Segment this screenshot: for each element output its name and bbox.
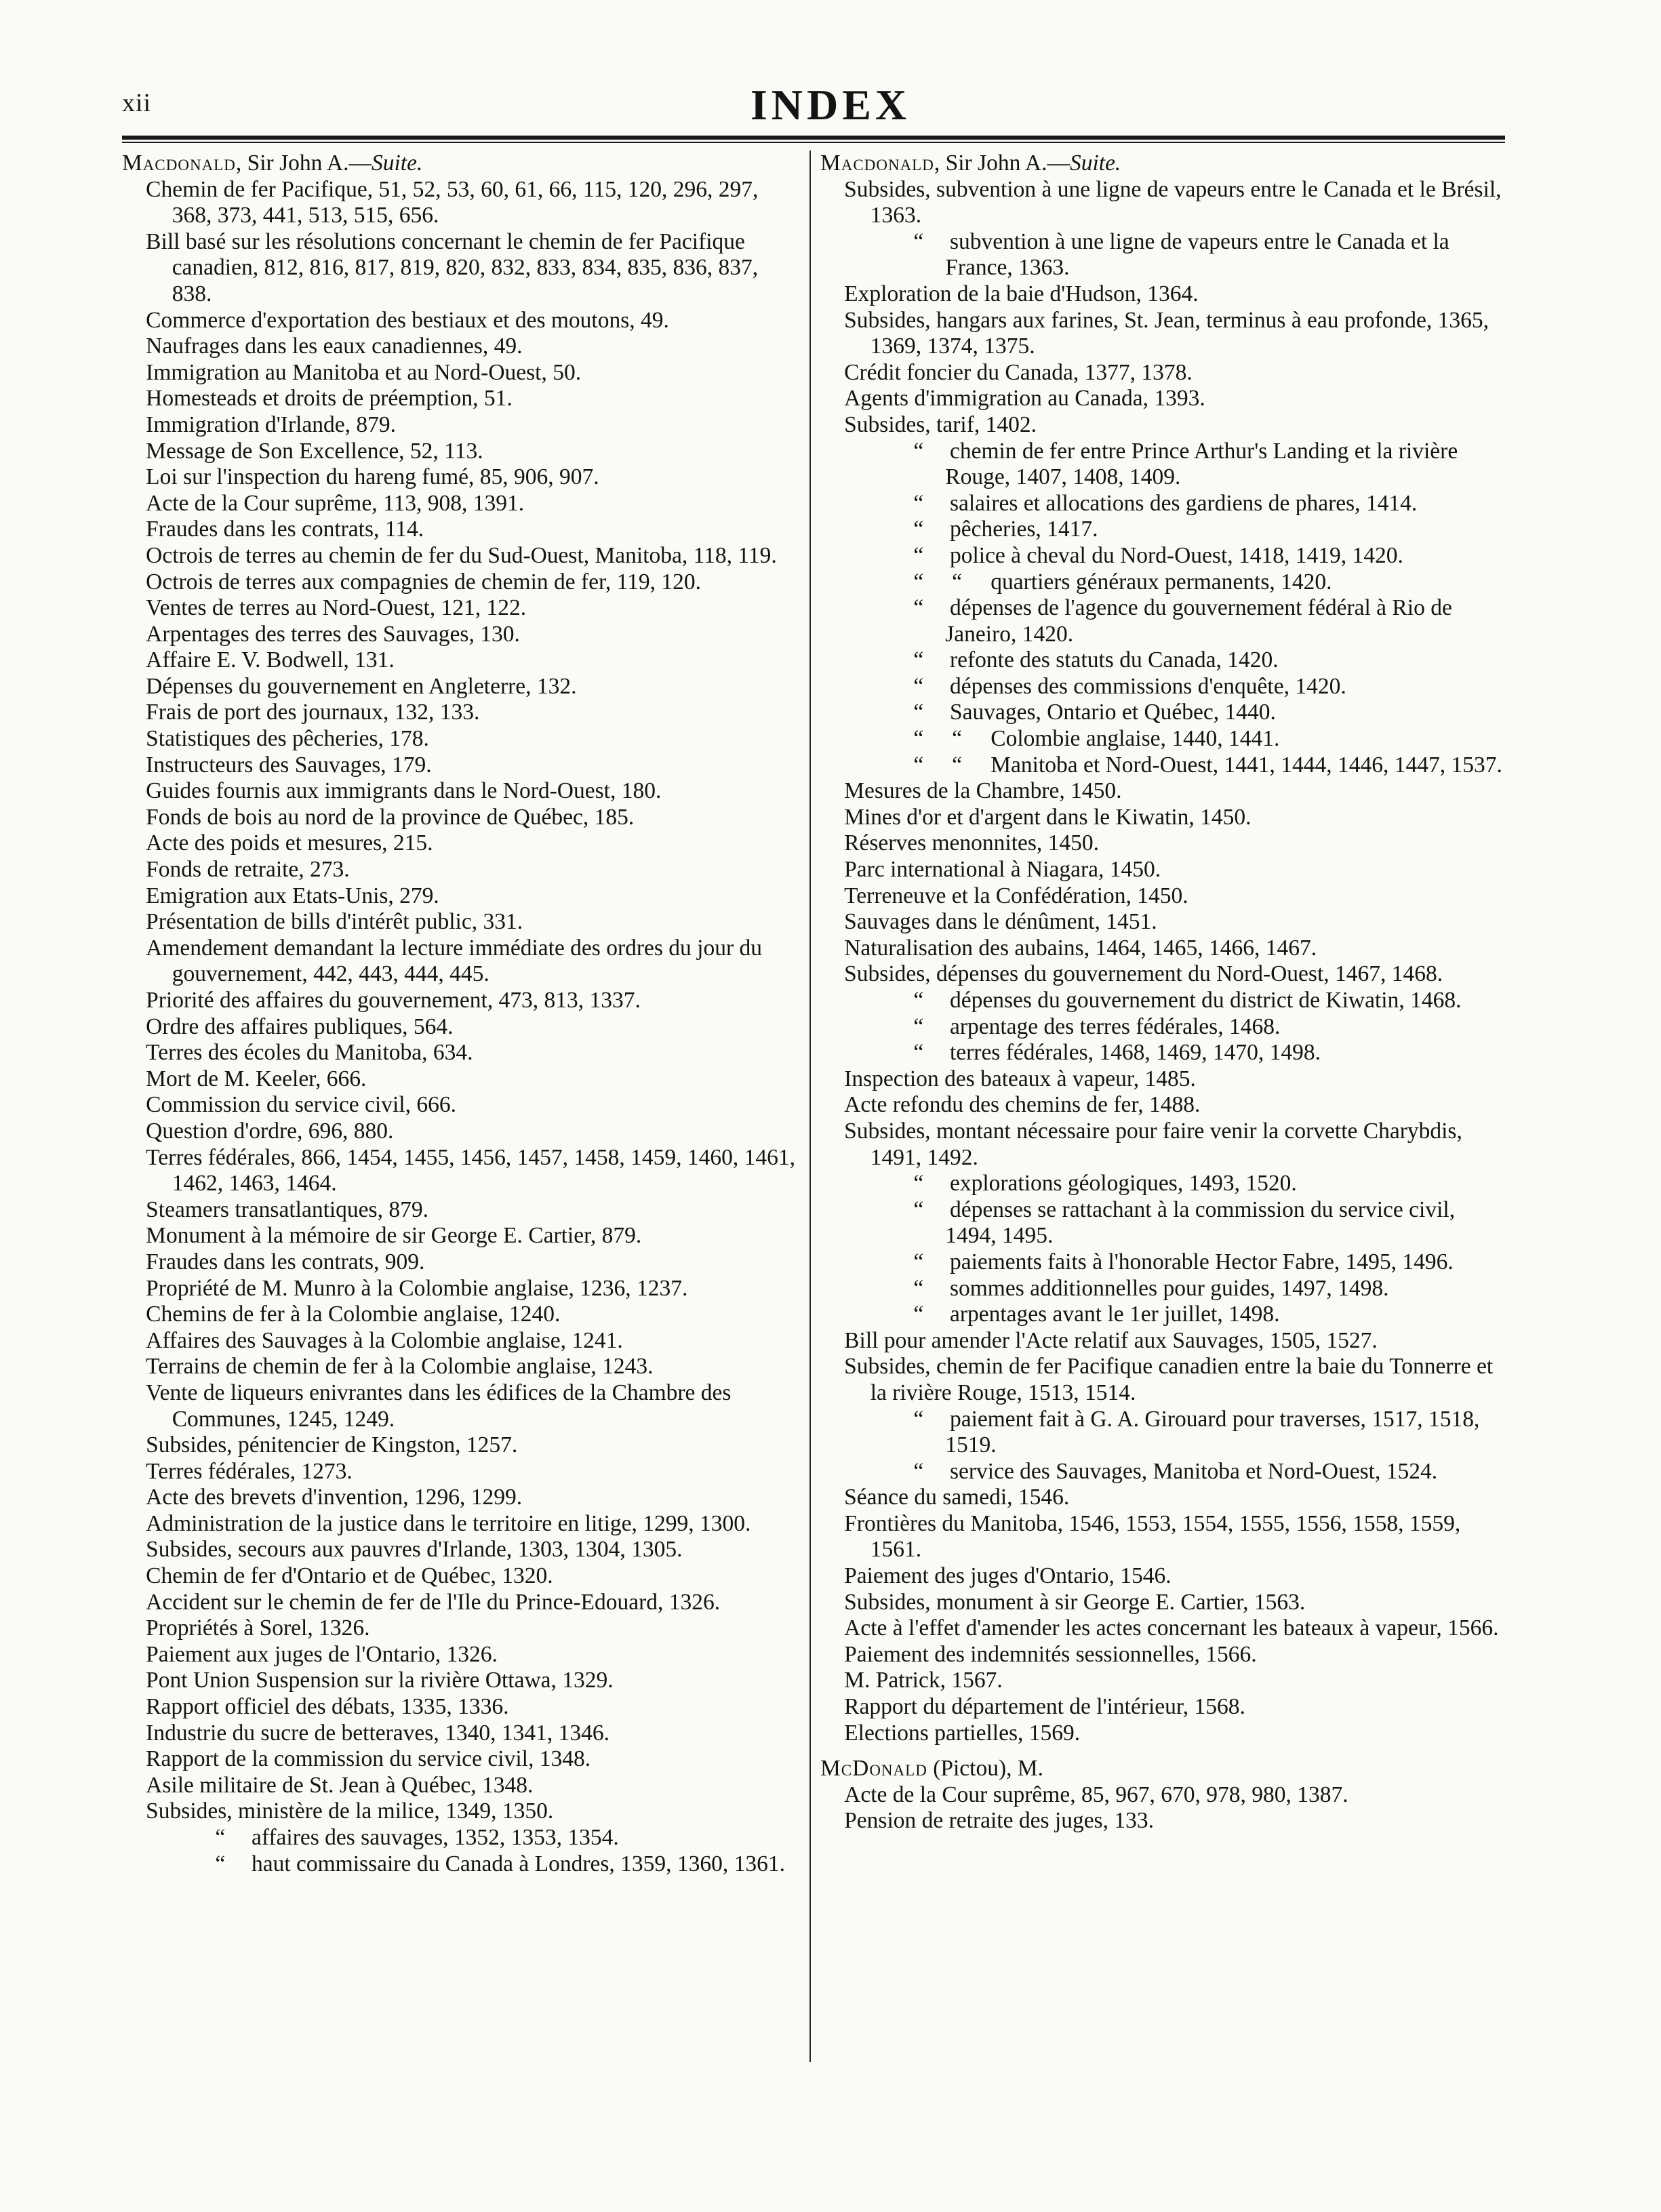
index-entry [820,778,1505,805]
entry-text: Subsides, hangars aux farines, St. Jean, terminus à eau profonde, 1365, 1369, 1374, 1375. [844,307,1489,359]
entry-text: Subsides, tarif, 1402. [844,411,1037,437]
entry-text: dépenses du gouvernement du district de Kiwatin, 1468. [949,988,1462,1013]
index-entry: Priorité des affaires du gouvernement, 473, 813, 1337. [146,988,641,1013]
page-number: xii [122,89,152,117]
index-entry: Industrie du sucre de betteraves, 1340, 1341, 1346. [146,1720,609,1746]
index-entry: Frais de port des journaux, 132, 133. [146,700,480,725]
index-entry [820,936,1505,962]
entry-text: Subsides, dépenses du gouvernement du Nord-Ouest, 1467, 1468. [844,961,1443,987]
index-entry [820,1642,1505,1668]
index-entry: Octrois de terres aux compagnies de chemin de fer, 119, 120. [146,569,701,595]
entry-text: Acte refondu des chemins de fer, 1488. [844,1092,1201,1118]
index-entry: Monument à la mémoire de sir George E. Cartier, 879. [146,1223,642,1249]
index-entry: Ordre des affaires publiques, 564. [146,1013,454,1039]
left-ditto-list [122,1825,800,1877]
entry-text: dépenses des commissions d'enquête, 1420. [949,673,1346,699]
index-entry [820,1066,1505,1093]
index-entry [820,308,1505,360]
entry-text: Séance du samedi, 1546. [844,1485,1070,1510]
index-entry: Naufrages dans les eaux canadiennes, 49. [146,334,523,359]
index-entry: Subsides, ministère de la milice, 1349, 1350. [146,1798,554,1824]
left-column [122,150,800,1877]
index-entry: Loi sur l'inspection du hareng fumé, 85, 906, 907. [146,464,599,490]
index-entry: Immigration au Manitoba et au Nord-Ouest, 50. [146,359,582,385]
index-entry: Commission du service civil, 666. [146,1092,456,1118]
ditto-mark: “ [913,1275,924,1301]
entry-heading [122,150,800,177]
ditto-mark: “ “ [913,726,962,752]
index-entry [820,830,1505,857]
index-entry: Terres fédérales, 1273. [146,1458,353,1484]
entry-text: Frontières du Manitoba, 1546, 1553, 1554, 1555, 1556, 1558, 1559, 1561. [844,1510,1461,1563]
index-entry: Homesteads et droits de préemption, 51. [146,386,513,411]
index-entry: Amendement demandant la lecture immédiate des ordres du jour du gouvernement, 442, 443, 444, 445. [146,935,763,987]
index-entry: Asile militaire de St. Jean à Québec, 1348. [146,1772,534,1798]
entry-text: refonte des statuts du Canada, 1420. [949,647,1279,673]
index-entry [820,805,1505,831]
index-entry: Chemin de fer d'Ontario et de Québec, 1320. [146,1563,553,1589]
index-sub-entry [820,1459,1505,1485]
heading-name: Macdonald [122,150,236,176]
index-entry [820,883,1505,910]
index-entry: Présentation de bills d'intérêt public, 331. [146,909,523,935]
entry-text: Agents d'immigration au Canada, 1393. [844,386,1205,411]
index-entry: Commerce d'exportation des bestiaux et des moutons, 49. [146,307,669,333]
entry-text: quartiers généraux permanents, 1420. [990,569,1332,595]
entry-text: Rapport du département de l'intérieur, 1568. [844,1694,1245,1720]
ditto-mark: “ [215,1851,226,1876]
entry-text: Naturalisation des aubains, 1464, 1465, 1466, 1467. [844,935,1317,961]
heading-rest: , Sir John A.— [934,150,1070,176]
index-sub-entry [820,1407,1505,1459]
index-entry [820,909,1505,936]
index-entry: Steamers transatlantiques, 879. [146,1197,428,1222]
index-entry [820,1354,1505,1406]
index-entry [820,1485,1505,1511]
index-entry [820,1590,1505,1616]
ditto-mark: “ [913,595,924,621]
ditto-mark: “ [913,438,924,464]
index-sub-entry [820,439,1505,491]
index-entry: Rapport officiel des débats, 1335, 1336. [146,1694,509,1720]
ditto-mark: “ [913,1197,924,1222]
index-entry [820,281,1505,308]
index-entry: Guides fournis aux immigrants dans le Nord-Ouest, 180. [146,778,662,804]
entry-text: dépenses se rattachant à la commission du service civil, 1494, 1495. [945,1197,1456,1249]
index-entry [820,857,1505,883]
entry-text: paiements faits à l'honorable Hector Fabre, 1495, 1496. [949,1249,1454,1274]
index-entry: Terres fédérales, 866, 1454, 1455, 1456, 1457, 1458, 1459, 1460, 1461, 1462, 1463, 1464. [146,1144,796,1197]
entry-text: paiement fait à G. A. Girouard pour traverses, 1517, 1518, 1519. [945,1406,1480,1458]
ditto-mark: “ [913,1040,924,1066]
index-entry: Statistiques des pêcheries, 178. [146,726,429,752]
index-entry: Fonds de bois au nord de la province de Québec, 185. [146,804,635,830]
index-entry: Immigration d'Irlande, 879. [146,411,397,437]
entry-text: dépenses de l'agence du gouvernement fédéral à Rio de Janeiro, 1420. [945,595,1452,647]
ditto-mark: “ [913,700,924,725]
index-entry: Chemin de fer Pacifique, 51, 52, 53, 60, 61, 66, 115, 120, 296, 297, 368, 373, 441, 513, 515, 656. [146,176,759,228]
index-sub-entry [820,569,1505,596]
index-entry [820,1721,1505,1747]
entry-text: Manitoba et Nord-Ouest, 1441, 1444, 1446, 1447, 1537. [990,752,1502,778]
ditto-mark: “ [913,1249,924,1274]
index-entry: Fraudes dans les contrats, 909. [146,1249,425,1274]
entry-text: salaires et allocations des gardiens de phares, 1414. [949,490,1418,516]
index-entry [820,1328,1505,1354]
index-sub-entry [820,1249,1505,1276]
index-entry: Chemins de fer à la Colombie anglaise, 1240. [146,1302,561,1327]
entry-text: Sauvages dans le dénûment, 1451. [844,909,1157,935]
index-sub-entry [820,988,1505,1014]
column-divider [809,150,811,2062]
index-entry: Mort de M. Keeler, 666. [146,1066,367,1091]
index-sub-entry [820,726,1505,752]
index-sub-entry [820,595,1505,647]
ditto-mark: “ [913,542,924,568]
index-sub-entry [820,1171,1505,1197]
index-sub-entry [820,229,1505,281]
index-sub-entry [122,1825,800,1851]
header-rule-thin [122,142,1505,143]
index-entry [820,1563,1505,1590]
index-sub-entry [122,1851,800,1878]
entry-text: service des Sauvages, Manitoba et Nord-Ouest, 1524. [949,1458,1438,1484]
index-entry: Pont Union Suspension sur la rivière Ottawa, 1329. [146,1668,614,1693]
entry-text: Mesures de la Chambre, 1450. [844,778,1122,804]
spacer [820,1746,1505,1756]
entry-text: Terreneuve et la Confédération, 1450. [844,883,1188,908]
index-sub-entry [820,1014,1505,1041]
index-entry [820,177,1505,229]
index-entry: Rapport de la commission du service civil, 1348. [146,1746,591,1772]
entry-text: Acte à l'effet d'amender les actes concernant les bateaux à vapeur, 1566. [844,1615,1499,1641]
index-entry [820,1511,1505,1563]
index-entry [820,412,1505,439]
index-entry: Bill basé sur les résolutions concernant le chemin de fer Pacifique canadien, 812, 816, 817, 819, 820, 832, 833, 834, 835, 836, 837, 838. [146,228,759,306]
index-sub-entry [820,1276,1505,1302]
index-sub-entry [820,752,1505,779]
entry-heading [820,150,1505,177]
index-sub-entry [820,1302,1505,1328]
index-entry: Propriétés à Sorel, 1326. [146,1615,370,1641]
left-entries-list [122,177,800,1825]
index-entry: Instructeurs des Sauvages, 179. [146,752,432,778]
index-entry [820,360,1505,386]
index-sub-entry [820,647,1505,674]
index-entry: Paiement aux juges de l'Ontario, 1326. [146,1641,498,1667]
entry-text: sommes additionnelles pour guides, 1497, 1498. [949,1275,1389,1301]
right-entries-list-second [820,1782,1505,1834]
entry-text: subvention à une ligne de vapeurs entre le Canada et la France, 1363. [945,228,1449,281]
index-entry: Propriété de M. Munro à la Colombie anglaise, 1236, 1237. [146,1275,688,1301]
entry-text: Subsides, montant nécessaire pour faire venir la corvette Charybdis, 1491, 1492. [844,1118,1462,1170]
ditto-mark: “ [913,673,924,699]
ditto-mark: “ [913,1013,924,1039]
heading-rest: (Pictou), M. [927,1756,1044,1782]
entry-text: terres fédérales, 1468, 1469, 1470, 1498. [949,1040,1321,1066]
index-entry: Octrois de terres au chemin de fer du Sud-Ouest, Manitoba, 118, 119. [146,542,777,568]
entry-text: Réserves menonnites, 1450. [844,830,1100,856]
index-entry: Acte de la Cour suprême, 85, 967, 670, 978, 980, 1387. [844,1782,1348,1807]
index-sub-entry [820,1040,1505,1066]
entry-heading-second [820,1756,1505,1782]
index-entry: Ventes de terres au Nord-Ouest, 121, 122. [146,595,527,621]
sub-entry-text: affaires des sauvages, 1352, 1353, 1354. [251,1825,619,1850]
index-entry: Acte des brevets d'invention, 1296, 1299. [146,1485,523,1510]
heading-rest: , Sir John A.— [235,150,372,176]
index-entry: Affaires des Sauvages à la Colombie anglaise, 1241. [146,1327,623,1353]
heading-name: Macdonald [820,150,934,176]
entry-text: Elections partielles, 1569. [844,1720,1081,1746]
index-entry: Terres des écoles du Manitoba, 634. [146,1040,473,1066]
index-sub-entry [820,491,1505,517]
index-entry: Pension de retraite des juges, 133. [844,1808,1154,1834]
index-sub-entry [820,517,1505,543]
ditto-mark: “ [913,228,924,254]
ditto-mark: “ [913,1302,924,1327]
entry-text: arpentage des terres fédérales, 1468. [949,1013,1281,1039]
index-entry: Acte des poids et mesures, 215. [146,830,433,856]
index-entry [820,1694,1505,1721]
entry-text: chemin de fer entre Prince Arthur's Landing et la rivière Rouge, 1407, 1408, 1409. [945,438,1458,490]
ditto-mark: “ [215,1825,226,1850]
ditto-mark: “ “ [913,752,962,778]
index-sub-entry [820,1197,1505,1249]
index-entry: Message de Son Excellence, 52, 113. [146,438,483,464]
entry-text: Colombie anglaise, 1440, 1441. [990,726,1280,752]
index-entry: Subsides, pénitencier de Kingston, 1257. [146,1432,518,1458]
index-sub-entry [820,674,1505,700]
entry-text: police à cheval du Nord-Ouest, 1418, 1419, 1420. [949,542,1403,568]
sub-entry-text: haut commissaire du Canada à Londres, 1359, 1360, 1361. [251,1851,786,1876]
index-entry [820,386,1505,412]
right-column [820,150,1505,1834]
index-entry: Vente de liqueurs enivrantes dans les édifices de la Chambre des Communes, 1245, 1249. [146,1380,732,1432]
entry-text: arpentages avant le 1er juillet, 1498. [949,1302,1280,1327]
entry-text: Bill pour amender l'Acte relatif aux Sauvages, 1505, 1527. [844,1327,1378,1353]
index-entry: Fraudes dans les contrats, 114. [146,517,424,542]
heading-suite: Suite. [1069,150,1121,176]
index-entry [820,961,1505,988]
entry-text: Sauvages, Ontario et Québec, 1440. [949,700,1276,725]
entry-text: Inspection des bateaux à vapeur, 1485. [844,1066,1196,1091]
index-entry [820,1092,1505,1119]
index-entry: Affaire E. V. Bodwell, 131. [146,647,395,673]
entry-text: Subsides, chemin de fer Pacifique canadien entre la baie du Tonnerre et la rivière Rouge, 1513, 1514. [844,1354,1494,1405]
index-entry: Acte de la Cour suprême, 113, 908, 1391. [146,490,525,516]
index-entry [820,1119,1505,1171]
entry-text: Subsides, monument à sir George E. Cartier, 1563. [844,1589,1306,1615]
index-sub-entry [820,543,1505,569]
entry-text: Subsides, subvention à une ligne de vapeurs entre le Canada et le Brésil, 1363. [844,176,1502,228]
ditto-mark: “ [913,647,924,673]
right-entries-list [820,177,1505,1747]
entry-text: Exploration de la baie d'Hudson, 1364. [844,281,1199,306]
ditto-mark: “ [913,517,924,542]
entry-text: M. Patrick, 1567. [844,1668,1003,1693]
index-entry: Terrains de chemin de fer à la Colombie anglaise, 1243. [146,1354,654,1380]
entry-text: Parc international à Niagara, 1450. [844,857,1161,883]
ditto-mark: “ [913,1458,924,1484]
ditto-mark: “ [913,988,924,1013]
index-entry [820,1615,1505,1642]
entry-text: explorations géologiques, 1493, 1520. [949,1171,1297,1197]
index-entry: Administration de la justice dans le territoire en litige, 1299, 1300. [146,1510,751,1536]
index-entry: Dépenses du gouvernement en Angleterre, 132. [146,673,577,699]
ditto-mark: “ [913,1171,924,1197]
header-rule [122,136,1505,140]
ditto-mark: “ [913,490,924,516]
entry-text: Mines d'or et d'argent dans le Kiwatin, 1450. [844,804,1252,830]
index-entry [820,1668,1505,1694]
page-title: INDEX [750,81,911,129]
index-entry: Arpentages des terres des Sauvages, 130. [146,621,520,647]
index-entry: Fonds de retraite, 273. [146,857,350,883]
entry-text: Crédit foncier du Canada, 1377, 1378. [844,359,1193,385]
ditto-mark: “ [913,1406,924,1432]
entry-text: Paiement des juges d'Ontario, 1546. [844,1563,1172,1589]
ditto-mark: “ “ [913,569,962,595]
entry-text: pêcheries, 1417. [949,517,1098,542]
index-entry: Subsides, secours aux pauvres d'Irlande, 1303, 1304, 1305. [146,1537,683,1563]
index-entry: Emigration aux Etats-Unis, 279. [146,883,439,908]
index-entry: Accident sur le chemin de fer de l'Ile du Prince-Edouard, 1326. [146,1589,721,1615]
index-sub-entry [820,700,1505,726]
heading-suite: Suite. [371,150,423,176]
entry-text: Paiement des indemnités sessionnelles, 1566. [844,1641,1257,1667]
heading-name: McDonald [820,1756,927,1782]
index-entry: Question d'ordre, 696, 880. [146,1118,394,1144]
